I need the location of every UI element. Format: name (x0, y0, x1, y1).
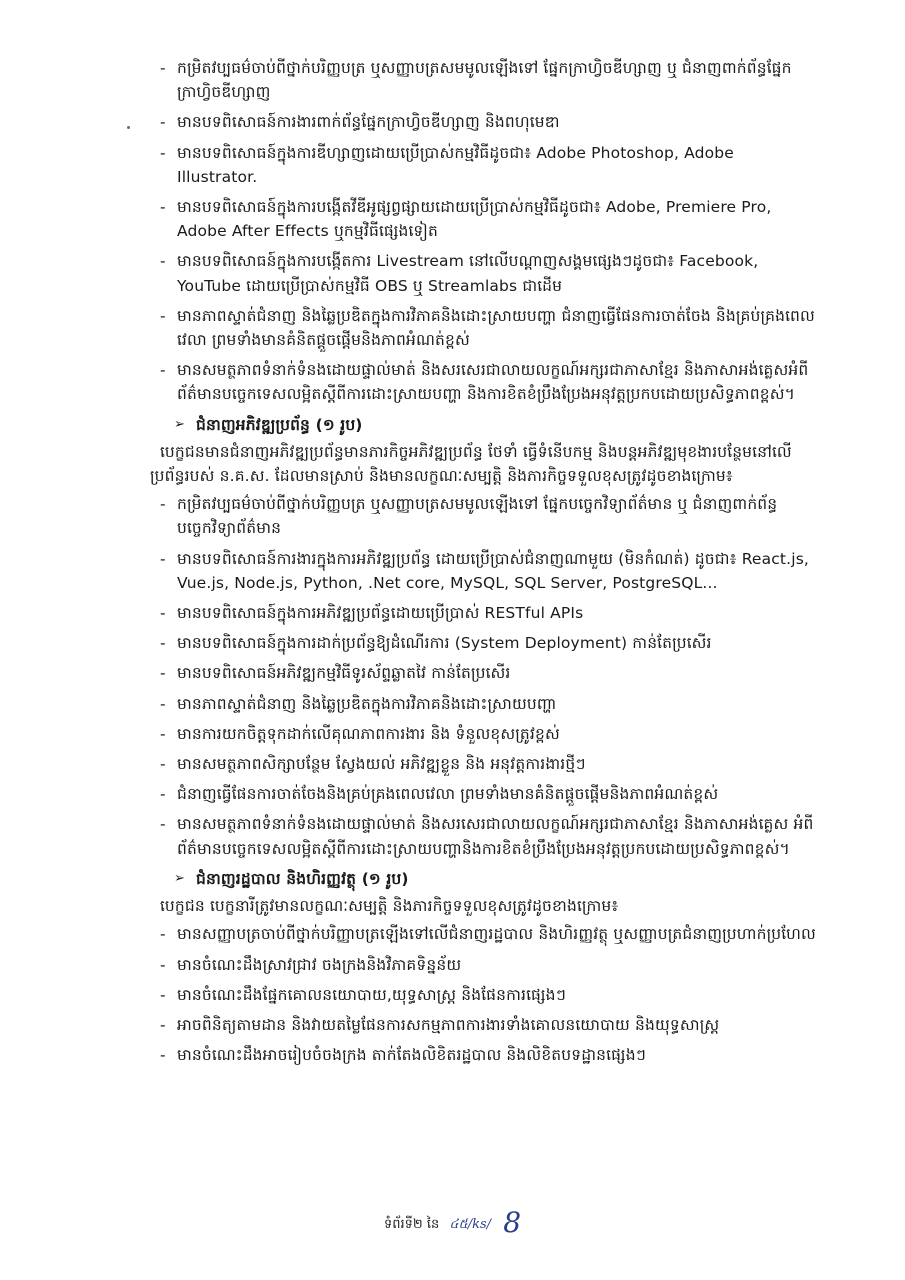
list-item-text: ជំនាញធ្វើផែនការចាត់ចែងនិងគ្រប់គ្រងពេលវេលា ព្រមទាំងមានគំនិតផ្តួចផ្តើមនិងភាពអំណត់ខ្ពស់ (177, 785, 719, 804)
list-item-text: មានបទពិសោធន៍អភិវឌ្ឍកម្មវិធីទូរស័ព្ទឆ្លាតវៃ កាន់តែប្រសើរ (177, 664, 511, 683)
list-item-text: មានសញ្ញាបត្រចាប់ពីថ្នាក់បរិញ្ញាបត្រឡើងទៅលើជំនាញរដ្ឋបាល និងហិរញ្ញវត្ថុ ឬសញ្ញាបត្រជំនាញប្រហាក់ប្រហែល (177, 925, 816, 944)
list-item-text: មានចំណេះដឹងផ្នែកគោលនយោបាយ,យុទ្ធសាស្រ្ត និងផែនការផ្សេងៗ (177, 985, 566, 1004)
bullet-dash: - (160, 1046, 166, 1065)
bullet-dash: - (160, 549, 166, 568)
section-3-list (150, 922, 818, 1067)
bullet-dash: - (160, 604, 166, 623)
list-item (150, 752, 818, 776)
bullet-dash: - (160, 755, 166, 774)
list-item-text: មានបទពិសោធន៍ក្នុងការបង្កើតការ Livestream នៅលើបណ្តាញសង្គមផ្សេងៗដូចជា៖ Facebook, YouTube ដោយប្រើប្រាស់កម្មវិធី OBS ឬ Streamlabs ជាដើម (177, 252, 759, 295)
bullet-dash: - (160, 252, 166, 271)
list-item (150, 922, 818, 946)
list-item-text: មានចំណេះដឹងស្រាវជ្រាវ ចងក្រងនិងវិភាគទិន្នន័យ (177, 955, 462, 974)
section-2-heading (174, 413, 818, 437)
section-3-heading (174, 867, 818, 891)
list-item-text: មានបទពិសោធន៍ក្នុងការអភិវឌ្ឍប្រព័ន្ធដោយប្រើប្រាស់ RESTful APIs (177, 604, 584, 623)
handwritten-mark: 8 (503, 1206, 522, 1239)
list-item-text: មានសមត្ថភាពទំនាក់ទំនងដោយផ្ទាល់មាត់ និងសរសេរជាលាយលក្ខណ៍អក្សរជាភាសាខ្មែរ និងភាសាអង់គ្លេសអំពីព័ត៌មានបច្ចេកទេសលម្អិតស្តីពីការដោះស្រាយបញ្ហា និងការខិតខំប្រឹងប្រែងអនុវត្តប្រកបដោយប្រសិទ្ធភាពខ្ពស់។ (177, 361, 809, 404)
bullet-dash: - (160, 925, 166, 944)
bullet-dash: - (160, 198, 166, 217)
list-item (150, 1013, 818, 1037)
list-item (150, 492, 818, 540)
bullet-dash: - (160, 815, 166, 834)
list-item-text: កម្រិតវប្បធម៌ចាប់ពីថ្នាក់បរិញ្ញបត្រ ឬសញ្ញាបត្រសមមូលឡើងទៅ ផ្នែកក្រាហ្វិចឌីហ្សាញ ឬ ជំនាញពាក់ព័ន្ធផ្នែកក្រាហ្វិចឌីហ្សាញ (177, 59, 792, 102)
list-item (150, 110, 818, 134)
bullet-dash: - (160, 955, 166, 974)
list-item (150, 195, 818, 243)
list-item (150, 249, 818, 297)
bullet-dash: - (160, 143, 166, 162)
list-item-text: មានបទពិសោធន៍ក្នុងការឌីហ្សាញដោយប្រើប្រាស់កម្មវិធីដូចជា៖ Adobe Photoshop, Adobe Illustrator. (177, 143, 734, 186)
list-item-text: មានបទពិសោធន៍ក្នុងការដាក់ប្រព័ន្ធឱ្យដំណើរការ (System Deployment) កាន់តែប្រសើរ (177, 634, 712, 653)
list-item (150, 631, 818, 655)
list-item (150, 692, 818, 716)
page-footer (0, 1206, 905, 1239)
list-item-text: មានបទពិសោធន៍ការងារពាក់ព័ន្ធផ្នែកក្រាហ្វិចឌីហ្សាញ និងពហុមេឌា (177, 113, 560, 132)
list-item (150, 56, 818, 104)
list-item (150, 141, 818, 189)
arrow-bullet-icon: ➢ (174, 416, 186, 432)
scan-speck (127, 126, 130, 129)
bullet-dash: - (160, 785, 166, 804)
section-2-list (150, 492, 818, 861)
list-item (150, 812, 818, 860)
list-item (150, 782, 818, 806)
list-item (150, 983, 818, 1007)
section-3-title: ជំនាញរដ្ឋបាល និងហិរញ្ញវត្ថុ (១ រូប) (196, 869, 409, 888)
list-item (150, 358, 818, 406)
list-item-text: មានភាពស្ទាត់ជំនាញ និងឆ្លៃប្រឌិតក្នុងការវិភាគនិងដោះស្រាយបញ្ហា (177, 694, 557, 713)
list-item-text: អាចពិនិត្យតាមដាន និងវាយតម្លៃផែនការសកម្មភាពការងារទាំងគោលនយោបាយ និងយុទ្ធសាស្រ្ត (177, 1015, 720, 1034)
list-item-text: មានសមត្ថភាពទំនាក់ទំនងដោយផ្ទាល់មាត់ និងសរសេរជាលាយលក្ខណ៍អក្សរជាភាសាខ្មែរ និងភាសាអង់គ្លេស អំពីព័ត៌មានបច្ចេកទេសលម្អិតស្តីពីការដោះស្រាយបញ្ហានិងការខិតខំប្រឹងប្រែងអនុវត្តប្រកបដោយប្រសិទ្ធភាពខ្ពស់។ (177, 815, 814, 858)
bullet-dash: - (160, 694, 166, 713)
list-item (150, 661, 818, 685)
arrow-bullet-icon: ➢ (174, 870, 186, 886)
section-3-intro: បេក្ខជន បេក្ខនារីត្រូវមានលក្ខណៈសម្បត្តិ និងភារកិច្ចទទួលខុសត្រូវដូចខាងក្រោម៖ (160, 897, 619, 916)
list-item (150, 547, 818, 595)
section-2-title: ជំនាញអភិវឌ្ឍប្រព័ន្ធ (១ រូប) (196, 415, 363, 434)
list-item-text: មានភាពស្ទាត់ជំនាញ និងឆ្លៃប្រឌិតក្នុងការវិភាគនិងដោះស្រាយបញ្ហា ជំនាញធ្វើផែនការចាត់ចែង និងគ្រប់គ្រងពេលវេលា ព្រមទាំងមានគំនិតផ្តួចផ្តើមនិងភាពអំណត់ខ្ពស់ (177, 306, 815, 350)
list-item-text: មានសមត្ថភាពសិក្សាបន្ថែម ស្វែងយល់ អភិវឌ្ឍខ្លួន និង អនុវត្តការងារថ្មីៗ (177, 755, 586, 774)
bullet-dash: - (160, 985, 166, 1004)
bullet-dash: - (160, 634, 166, 653)
bullet-dash: - (160, 59, 166, 77)
bullet-dash: - (160, 1015, 166, 1034)
bullet-dash: - (160, 306, 166, 325)
list-item (150, 1043, 818, 1067)
bullet-dash: - (160, 361, 166, 380)
section-1-list (150, 56, 818, 407)
bullet-dash: - (160, 495, 166, 514)
bullet-dash: - (160, 724, 166, 743)
list-item (150, 304, 818, 352)
list-item-text: កម្រិតវប្បធម៌ចាប់ពីថ្នាក់បរិញ្ញបត្រ ឬសញ្ញាបត្រសមមូលឡើងទៅ ផ្នែកបច្ចេកវិទ្យាព័ត៌មាន ឬ ជំនាញពាក់ព័ន្ធបច្ចេកវិទ្យាព័ត៌មាន (177, 495, 778, 538)
bullet-dash: - (160, 113, 166, 132)
list-item-text: មានការយកចិត្តទុកដាក់លើគុណភាពការងារ និង ទំនួលខុសត្រូវខ្ពស់ (177, 724, 560, 743)
list-item-text: មានចំណេះដឹងអាចរៀបចំចងក្រង តាក់តែងលិខិតរដ្ឋបាល និងលិខិតបទដ្ឋានផ្សេងៗ (177, 1046, 647, 1065)
document-body (150, 56, 818, 1073)
list-item (150, 601, 818, 625)
page-number-label: ទំព័រទី២ នៃ (383, 1217, 440, 1232)
list-item (150, 722, 818, 746)
section-2-intro: បេក្ខជនមានជំនាញអភិវឌ្ឍប្រព័ន្ធមានភារកិច្ចអភិវឌ្ឍប្រព័ន្ធ ថែទាំ ធ្វើទំនើបកម្ម និងបន្តអភិវឌ្ឍមុខងារបន្ថែមនៅលើប្រព័ន្ធរបស់ ន.គ.ស. ដែលមានស្រាប់ និងមានលក្ខណៈសម្បត្តិ និងភារកិច្ចទទួលខុសត្រូវដូចខាងក្រោម៖ (150, 442, 792, 486)
handwritten-page-total: ៤៥/ks/ (449, 1217, 492, 1232)
bullet-dash: - (160, 664, 166, 683)
list-item-text: មានបទពិសោធន៍ក្នុងការបង្កើតវីឌីអូផ្សព្វផ្សាយដោយប្រើប្រាស់កម្មវិធីដូចជា៖ Adobe, Premiere Pro, Adobe After Effects ឬកម្មវិធីផ្សេងទៀត (177, 198, 772, 241)
list-item (150, 953, 818, 977)
list-item-text: មានបទពិសោធន៍ការងារក្នុងការអភិវឌ្ឍប្រព័ន្ធ ដោយប្រើប្រាស់ជំនាញណាមួយ (មិនកំណត់) ដូចជា៖ React.js, Vue.js, Node.js, Python, .Net core, MySQL, SQL Server, PostgreSQL... (177, 549, 809, 592)
